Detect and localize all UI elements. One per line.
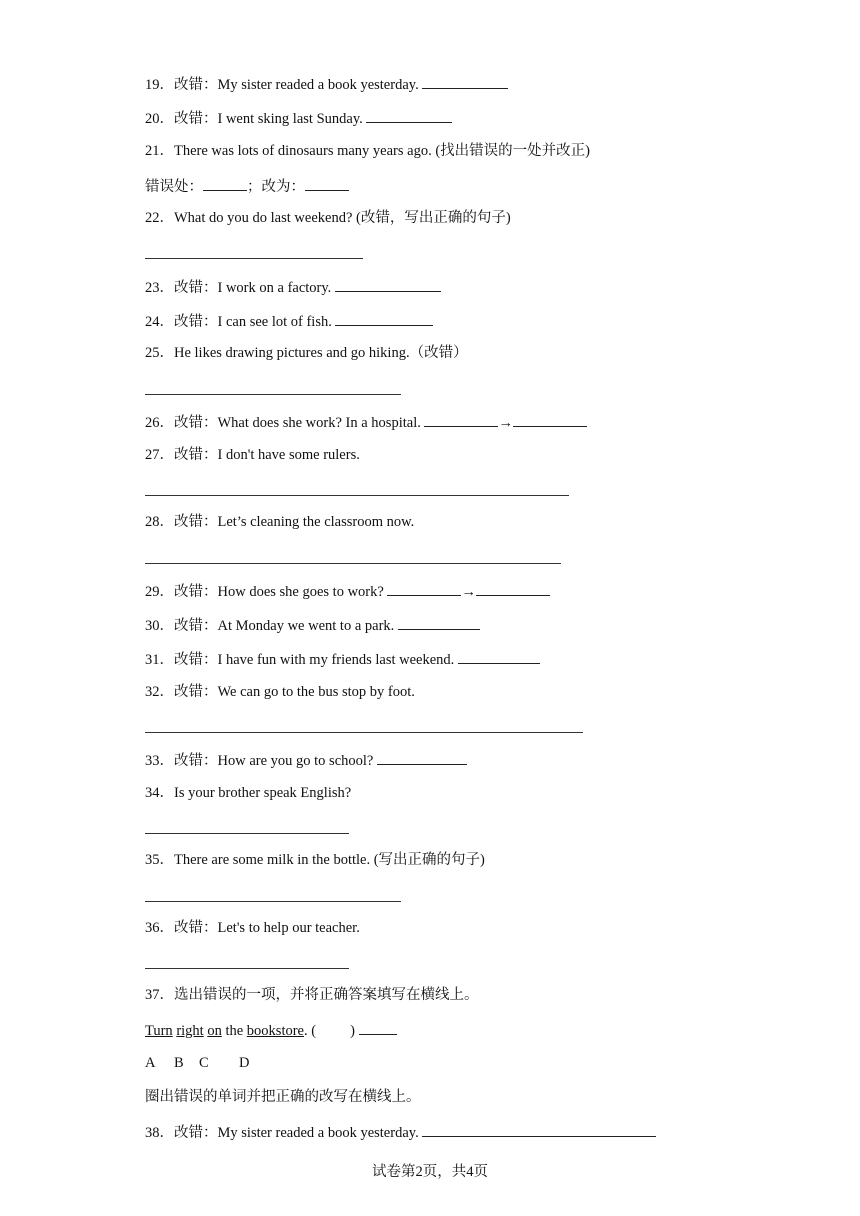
question-tag: 改错： bbox=[174, 920, 218, 936]
question-33 bbox=[145, 750, 467, 770]
question-number: 34． bbox=[145, 785, 174, 801]
option-c-word[interactable]: on bbox=[207, 1023, 222, 1039]
question-tag: 改错： bbox=[174, 447, 218, 463]
question-19 bbox=[145, 74, 508, 94]
question-number: 23． bbox=[145, 280, 174, 296]
question-number: 19． bbox=[145, 77, 174, 93]
answer-line[interactable] bbox=[145, 258, 363, 259]
answer-line[interactable] bbox=[145, 495, 569, 496]
question-text: I have fun with my friends last weekend. bbox=[217, 652, 455, 668]
option-b-label: B bbox=[174, 1055, 184, 1071]
answer-blank[interactable] bbox=[458, 649, 540, 664]
question-tag: 改错： bbox=[174, 618, 218, 634]
question-tag: 改错： bbox=[174, 111, 218, 127]
error-label: 错误处： bbox=[145, 179, 203, 195]
option-a-label: A bbox=[145, 1055, 156, 1071]
answer-blank[interactable] bbox=[422, 1122, 656, 1137]
answer-blank[interactable] bbox=[359, 1020, 397, 1035]
question-text: He likes drawing pictures and go hiking.（改错） bbox=[174, 345, 468, 361]
question-text: There was lots of dinosaurs many years ago. (找出错误的一处并改正) bbox=[174, 143, 590, 159]
question-number: 33． bbox=[145, 753, 174, 769]
question-30 bbox=[145, 615, 480, 635]
question-31 bbox=[145, 649, 540, 669]
option-b-word[interactable]: right bbox=[176, 1023, 204, 1039]
question-text: I don't have some rulers. bbox=[217, 447, 360, 463]
question-number: 37． bbox=[145, 987, 174, 1003]
question-text: We can go to the bus stop by foot. bbox=[217, 684, 415, 700]
answer-line[interactable] bbox=[145, 968, 349, 969]
instruction-text: 圈出错误的单词并把正确的改写在横线上。 bbox=[145, 1089, 421, 1105]
answer-blank[interactable] bbox=[203, 176, 247, 191]
question-text: 选出错误的一项，并将正确答案填写在横线上。 bbox=[174, 987, 479, 1003]
question-text: What do you do last weekend? (改错，写出正确的句子) bbox=[174, 210, 511, 226]
answer-blank[interactable] bbox=[398, 615, 480, 630]
question-number: 31． bbox=[145, 652, 174, 668]
answer-line[interactable] bbox=[145, 732, 583, 733]
question-text: I can see lot of fish. bbox=[217, 314, 332, 330]
question-tag: 改错： bbox=[174, 514, 218, 530]
question-text: Is your brother speak English? bbox=[174, 785, 352, 801]
sentence-word: the bbox=[225, 1023, 244, 1039]
question-text: My sister readed a book yesterday. bbox=[217, 77, 419, 93]
question-tag: 改错： bbox=[174, 652, 218, 668]
question-text: Let's to help our teacher. bbox=[217, 920, 360, 936]
question-tag: 改错： bbox=[174, 415, 218, 431]
answer-blank[interactable] bbox=[305, 176, 349, 191]
question-text: What does she work? In a hospital. bbox=[217, 415, 421, 431]
question-24 bbox=[145, 311, 433, 331]
answer-blank[interactable] bbox=[366, 108, 452, 123]
question-27 bbox=[145, 446, 360, 464]
correction-label: ；改为： bbox=[247, 179, 305, 195]
question-32 bbox=[145, 683, 415, 701]
answer-blank[interactable] bbox=[476, 581, 550, 596]
question-35 bbox=[145, 851, 485, 869]
question-23 bbox=[145, 277, 441, 297]
question-37 bbox=[145, 986, 479, 1004]
question-number: 29． bbox=[145, 584, 174, 600]
answer-line[interactable] bbox=[145, 563, 561, 564]
question-tag: 改错： bbox=[174, 314, 218, 330]
question-tag: 改错： bbox=[174, 280, 218, 296]
question-20 bbox=[145, 108, 452, 128]
question-tag: 改错： bbox=[174, 684, 218, 700]
answer-blank[interactable] bbox=[513, 412, 587, 427]
question-number: 38． bbox=[145, 1125, 174, 1141]
answer-line[interactable] bbox=[145, 833, 349, 834]
question-22 bbox=[145, 209, 511, 227]
question-26 bbox=[145, 412, 587, 432]
question-38 bbox=[145, 1122, 656, 1142]
question-28 bbox=[145, 513, 414, 531]
question-number: 24． bbox=[145, 314, 174, 330]
question-number: 28． bbox=[145, 514, 174, 530]
question-number: 22． bbox=[145, 210, 174, 226]
answer-blank[interactable] bbox=[335, 311, 433, 326]
question-number: 30． bbox=[145, 618, 174, 634]
question-number: 36． bbox=[145, 920, 174, 936]
answer-blank[interactable] bbox=[377, 750, 467, 765]
question-36 bbox=[145, 919, 360, 937]
question-number: 21． bbox=[145, 143, 174, 159]
question-number: 25． bbox=[145, 345, 174, 361]
question-number: 26． bbox=[145, 415, 174, 431]
answer-blank[interactable] bbox=[387, 581, 461, 596]
question-tag: 改错： bbox=[174, 1125, 218, 1141]
option-d-label: D bbox=[239, 1055, 250, 1071]
question-text: Let’s cleaning the classroom now. bbox=[217, 514, 415, 530]
question-tag: 改错： bbox=[174, 77, 218, 93]
question-text: I work on a factory. bbox=[217, 280, 332, 296]
question-text: My sister readed a book yesterday. bbox=[217, 1125, 419, 1141]
answer-blank[interactable] bbox=[335, 277, 441, 292]
question-text: How does she goes to work? bbox=[217, 584, 384, 600]
question-number: 32． bbox=[145, 684, 174, 700]
question-21-answer bbox=[145, 176, 349, 196]
question-text: How are you go to school? bbox=[217, 753, 374, 769]
answer-blank[interactable] bbox=[424, 412, 498, 427]
question-text: I went sking last Sunday. bbox=[217, 111, 363, 127]
answer-line[interactable] bbox=[145, 394, 401, 395]
page-footer: 试卷第2页，共4页 bbox=[372, 1164, 488, 1180]
question-21 bbox=[145, 142, 590, 160]
question-tag: 改错： bbox=[174, 584, 218, 600]
question-number: 27． bbox=[145, 447, 174, 463]
option-d-word[interactable]: bookstore bbox=[246, 1023, 304, 1039]
question-25 bbox=[145, 344, 468, 362]
answer-line[interactable] bbox=[145, 901, 401, 902]
answer-paren-close: ) bbox=[350, 1023, 355, 1039]
question-29 bbox=[145, 581, 550, 601]
arrow-icon: → bbox=[498, 415, 513, 431]
question-text: At Monday we went to a park. bbox=[217, 618, 395, 634]
arrow-icon: → bbox=[461, 584, 476, 600]
question-37-sentence bbox=[145, 1020, 397, 1040]
question-tag: 改错： bbox=[174, 753, 218, 769]
option-a-word[interactable]: Turn bbox=[145, 1023, 173, 1039]
answer-paren-open: . ( bbox=[303, 1023, 317, 1039]
question-number: 35． bbox=[145, 852, 174, 868]
question-34 bbox=[145, 784, 351, 802]
question-text: There are some milk in the bottle. (写出正确的句子) bbox=[174, 852, 485, 868]
question-number: 20． bbox=[145, 111, 174, 127]
question-37-options bbox=[145, 1054, 249, 1072]
option-c-label: C bbox=[199, 1055, 209, 1071]
answer-blank[interactable] bbox=[422, 74, 508, 89]
